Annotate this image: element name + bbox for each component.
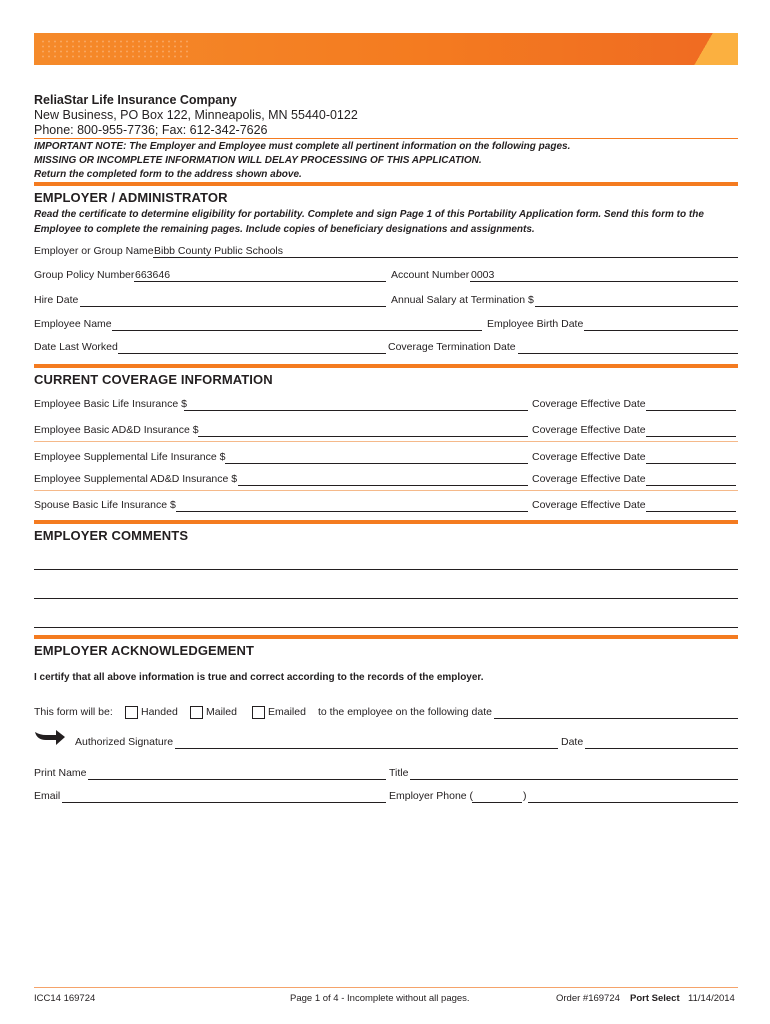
section-divider bbox=[34, 635, 738, 639]
signature-date-label: Date bbox=[561, 736, 584, 748]
company-name: ReliaStar Life Insurance Company bbox=[34, 93, 237, 107]
footer-divider bbox=[34, 987, 738, 988]
missing-info-note: MISSING OR INCOMPLETE INFORMATION WILL DELAY PROCESSING OF THIS APPLICATION. bbox=[34, 155, 482, 166]
coverage-row-label: Employee Basic AD&D Insurance $ bbox=[34, 424, 199, 436]
important-note: IMPORTANT NOTE: The Employer and Employee must complete all pertinent information on the following pages. bbox=[34, 141, 571, 152]
emailed-checkbox[interactable] bbox=[252, 706, 265, 719]
spouse-life-effective-field[interactable] bbox=[646, 511, 736, 512]
handed-checkbox[interactable] bbox=[125, 706, 138, 719]
employer-section-title: EMPLOYER / ADMINISTRATOR bbox=[34, 190, 228, 205]
section-divider bbox=[34, 364, 738, 368]
signature-date-field[interactable] bbox=[585, 748, 738, 749]
row-divider bbox=[34, 441, 738, 442]
birth-date-field[interactable] bbox=[584, 330, 738, 331]
phone-number-field[interactable] bbox=[528, 802, 738, 803]
ack-section-title: EMPLOYER ACKNOWLEDGEMENT bbox=[34, 643, 255, 658]
coverage-effective-label: Coverage Effective Date bbox=[532, 424, 646, 436]
order-number: Order #169724 bbox=[556, 993, 620, 1004]
supp-life-amount-field[interactable] bbox=[225, 463, 528, 464]
policy-number-label: Group Policy Number bbox=[34, 269, 135, 281]
comments-line-1[interactable] bbox=[34, 569, 738, 570]
row-divider bbox=[34, 490, 738, 491]
coverage-effective-label: Coverage Effective Date bbox=[532, 473, 646, 485]
policy-number-value: 663646 bbox=[135, 269, 171, 281]
divider bbox=[34, 138, 738, 139]
mailed-label: Mailed bbox=[206, 706, 237, 718]
coverage-effective-label: Coverage Effective Date bbox=[532, 499, 646, 511]
coverage-row-label: Employee Supplemental AD&D Insurance $ bbox=[34, 473, 238, 485]
form-code: ICC14 169724 bbox=[34, 993, 96, 1004]
account-number-field[interactable] bbox=[470, 281, 738, 282]
last-worked-field[interactable] bbox=[118, 353, 386, 354]
phone-close-paren: ) bbox=[523, 790, 527, 802]
authorized-signature-label: Authorized Signature bbox=[75, 736, 174, 748]
coverage-effective-label: Coverage Effective Date bbox=[532, 398, 646, 410]
policy-number-field[interactable] bbox=[134, 281, 386, 282]
title-label: Title bbox=[389, 767, 409, 779]
section-divider bbox=[34, 182, 738, 186]
comments-line-3[interactable] bbox=[34, 627, 738, 628]
email-field[interactable] bbox=[62, 802, 386, 803]
phone-area-code-field[interactable] bbox=[472, 802, 522, 803]
employer-instructions: Read the certificate to determine eligibility for portability. Complete and sign Page 1 of this Portability Application form. Send this form to the Employee to complete the remaining pages. Include copies of beneficiary designations and assignments. bbox=[34, 209, 704, 235]
birth-date-label: Employee Birth Date bbox=[487, 318, 584, 330]
employee-name-field[interactable] bbox=[112, 330, 482, 331]
account-number-label: Account Number bbox=[391, 269, 470, 281]
product-name: Port Select bbox=[630, 993, 680, 1004]
coverage-row-label: Employee Basic Life Insurance $ bbox=[34, 398, 187, 410]
supp-life-effective-field[interactable] bbox=[646, 463, 736, 464]
print-name-field[interactable] bbox=[88, 779, 386, 780]
hire-date-field[interactable] bbox=[80, 306, 386, 307]
coverage-section-title: CURRENT COVERAGE INFORMATION bbox=[34, 372, 273, 387]
sign-here-arrow-icon bbox=[34, 728, 66, 748]
banner-pattern bbox=[40, 39, 190, 59]
spouse-life-amount-field[interactable] bbox=[176, 511, 528, 512]
supp-add-effective-field[interactable] bbox=[646, 485, 736, 486]
coverage-row-label: Employee Supplemental Life Insurance $ bbox=[34, 451, 226, 463]
certify-statement: I certify that all above information is true and correct according to the records of the employer. bbox=[34, 672, 484, 683]
coverage-termination-field[interactable] bbox=[518, 353, 738, 354]
group-name-value: Bibb County Public Schools bbox=[154, 245, 283, 257]
print-name-label: Print Name bbox=[34, 767, 87, 779]
salary-label: Annual Salary at Termination $ bbox=[391, 294, 534, 306]
basic-add-amount-field[interactable] bbox=[198, 436, 528, 437]
form-will-be-label: This form will be: bbox=[34, 706, 113, 718]
basic-life-amount-field[interactable] bbox=[184, 410, 528, 411]
group-name-field[interactable] bbox=[153, 257, 738, 258]
section-divider bbox=[34, 520, 738, 524]
footer-date: 11/14/2014 bbox=[688, 993, 735, 1004]
following-date-field[interactable] bbox=[494, 718, 738, 719]
comments-section-title: EMPLOYER COMMENTS bbox=[34, 528, 189, 543]
authorized-signature-field[interactable] bbox=[175, 748, 558, 749]
supp-add-amount-field[interactable] bbox=[238, 485, 528, 486]
banner-corner bbox=[686, 33, 738, 65]
header-banner bbox=[34, 33, 738, 65]
group-name-label: Employer or Group Name bbox=[34, 245, 154, 257]
company-phone: Phone: 800-955-7736; Fax: 612-342-7626 bbox=[34, 123, 268, 137]
basic-life-effective-field[interactable] bbox=[646, 410, 736, 411]
coverage-row-label: Spouse Basic Life Insurance $ bbox=[34, 499, 176, 511]
employer-phone-label: Employer Phone ( bbox=[389, 790, 474, 802]
salary-field[interactable] bbox=[535, 306, 738, 307]
comments-line-2[interactable] bbox=[34, 598, 738, 599]
last-worked-label: Date Last Worked bbox=[34, 341, 118, 353]
emailed-label: Emailed bbox=[268, 706, 306, 718]
email-label: Email bbox=[34, 790, 61, 802]
handed-label: Handed bbox=[141, 706, 178, 718]
page-indicator: Page 1 of 4 - Incomplete without all pages. bbox=[290, 993, 470, 1004]
employee-name-label: Employee Name bbox=[34, 318, 112, 330]
following-date-label: to the employee on the following date bbox=[318, 706, 492, 718]
coverage-termination-label: Coverage Termination Date bbox=[388, 341, 516, 353]
hire-date-label: Hire Date bbox=[34, 294, 79, 306]
mailed-checkbox[interactable] bbox=[190, 706, 203, 719]
company-address: New Business, PO Box 122, Minneapolis, MN 55440-0122 bbox=[34, 108, 358, 122]
return-note: Return the completed form to the address shown above. bbox=[34, 169, 302, 180]
basic-add-effective-field[interactable] bbox=[646, 436, 736, 437]
title-field[interactable] bbox=[410, 779, 738, 780]
coverage-effective-label: Coverage Effective Date bbox=[532, 451, 646, 463]
account-number-value: 0003 bbox=[471, 269, 495, 281]
